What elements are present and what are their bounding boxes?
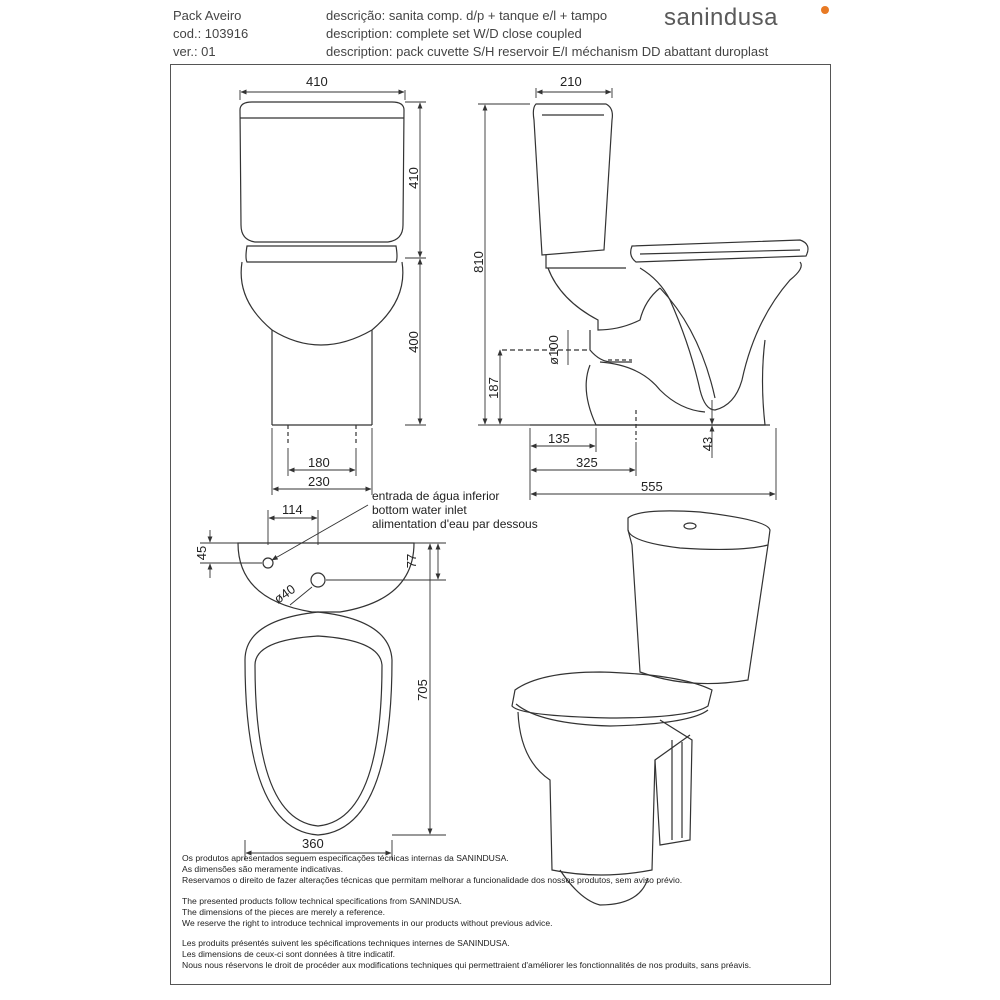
dim-total-height: 810 [471,251,486,273]
dim-total-length: 705 [415,679,430,701]
dim-base-width: 230 [308,474,330,489]
product-line: Pack Aveiro [173,8,242,23]
note-fr-3: Nous nous réservons le droit de procéder aux modifications techniques qui permettraient d'améliorer les fonctionnalités de nos produits, sans préavis. [182,960,752,970]
inlet-label-en: bottom water inlet [372,503,467,517]
dim-front-tank-height: 410 [406,167,421,189]
description-fr: description: pack cuvette S/H reservoir E/I méchanism DD abattant duroplast [326,44,769,59]
note-fr-2: Les dimensions de ceux-ci sont données à titre indicatif. [182,949,396,959]
note-fr-1: Les produits présentés suivent les spécifications techniques internes de SANINDUSA. [182,938,510,948]
inlet-label-fr: alimentation d'eau par dessous [372,517,538,531]
dim-total-depth: 555 [641,479,663,494]
note-pt-1: Os produtos apresentados seguem especificações técnicas internas da SANINDUSA. [182,853,509,863]
dim-outlet-height: 187 [486,377,501,399]
note-en-2: The dimensions of the pieces are merely a reference. [182,907,386,917]
dim-seat-width: 360 [302,836,324,851]
dim-inlet-offset-y: 45 [194,545,209,561]
dim-front-bowl-height: 400 [406,331,421,353]
note-pt-3: Reservamos o direito de fazer alterações técnicas que permitam melhorar a funcionalidade dos nossos produtos, sem aviso prévio. [182,875,683,885]
note-en-3: We reserve the right to introduce technical improvements in our products without previous advice. [182,918,553,928]
inlet-label-pt: entrada de água inferior [372,489,500,503]
top-view-outline [238,543,414,835]
dim-tank-depth: 210 [560,74,582,89]
description-en: description: complete set W/D close coupled [326,26,582,41]
dim-outlet-distance: 135 [548,431,570,446]
dim-outlet-diameter: ø100 [546,335,561,365]
front-view-outline [240,102,404,445]
dim-outlet-offset-y: 77 [404,553,419,569]
sanindusa-logo: sanindusa [664,4,778,31]
dim-outlet-diameter-top: ø40 [271,581,299,607]
dim-fixing-depth: 325 [576,455,598,470]
dim-fixing-distance: 180 [308,455,330,470]
dim-floor-offset: 43 [700,436,715,452]
description-pt: descrição: sanita comp. d/p + tanque e/l + tampo [326,8,608,23]
note-en-1: The presented products follow technical specifications from SANINDUSA. [182,896,462,906]
version: ver.: 01 [173,44,216,59]
side-view-outline [502,104,808,440]
dim-front-width: 410 [306,74,328,89]
perspective-view-outline [512,511,770,905]
dim-inlet-offset-x: 114 [282,502,303,517]
note-pt-2: As dimensões são meramente indicativas. [182,864,343,874]
product-code: cod.: 103916 [173,26,249,41]
